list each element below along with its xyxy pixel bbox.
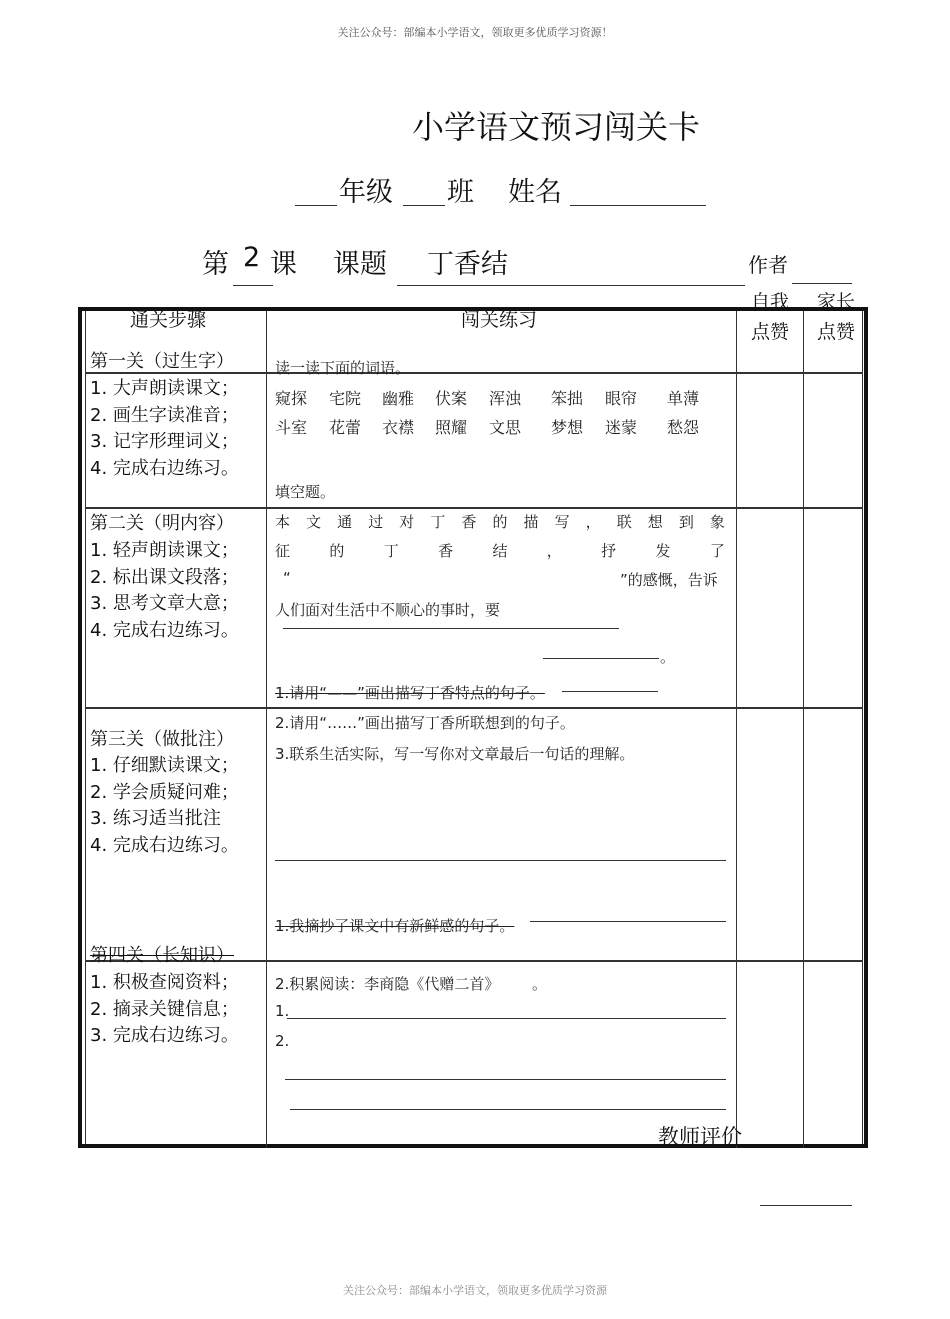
stage4-item-2: 2. [275, 1032, 290, 1050]
answer-blank-2 [543, 658, 659, 659]
author-label: 作者 [748, 253, 788, 277]
word: 照耀 [435, 418, 468, 437]
word: 梦想 [551, 418, 584, 437]
col-divider-1 [266, 311, 267, 1148]
word: 迷蒙 [605, 418, 638, 437]
stage1-step: 4. 完成右边练习。 [90, 457, 239, 479]
stage1-fill: 填空题。 [275, 483, 336, 501]
grade-label: 年级 [339, 177, 393, 208]
item2-answer-line [285, 1079, 726, 1080]
word: 宅院 [329, 389, 362, 408]
author-underline [792, 283, 852, 284]
item1-answer-line [287, 1018, 726, 1019]
stage1-steps [90, 376, 239, 482]
q4-answer-line [530, 921, 726, 922]
row-divider-2 [85, 507, 863, 509]
stage1-step: 2. 画生字读准音； [90, 404, 239, 426]
topic-label: 课题 [333, 249, 387, 280]
class-blank [403, 205, 445, 206]
col-divider-3 [803, 311, 804, 1148]
lesson-num-underline [233, 285, 273, 286]
page-title: 小学语文预习闯关卡 [412, 108, 701, 146]
header-note: 关注公众号：部编本小学语文，领取更多优质学习资源！ [337, 26, 613, 39]
word: 单薄 [667, 389, 700, 408]
lesson-num: 2 [243, 242, 261, 273]
stage4-item-1: 1. [275, 1002, 290, 1020]
stage2-q1: 1.请用“——”画出描写丁香特点的句子。 [275, 684, 545, 702]
stage3-q3: 3.联系生活实际，写一写你对文章最后一句话的理解。 [275, 745, 635, 763]
stage4-title: 第四关（长知识） [90, 945, 234, 966]
stage3-step: 1. 仔细默读课文； [90, 755, 239, 776]
name-blank [570, 205, 706, 206]
stage1-step: 1. 大声朗读课文； [90, 378, 239, 399]
word: 愁怨 [667, 418, 700, 437]
stage2-para-line2: 征 的 丁 香 结 ， 抒 发 了 [275, 542, 725, 560]
class-label: 班 [447, 177, 474, 208]
stage4-step: 2. 摘录关键信息； [90, 998, 239, 1020]
stage4-reading: 2.积累阅读：李商隐《代赠二首》 [275, 975, 500, 993]
quote-open: “ [283, 569, 291, 587]
stage2-step: 1. 轻声朗读课文； [90, 540, 239, 561]
stage3-q4: 1.我摘抄了课文中有新鲜感的句子。 [275, 917, 515, 935]
stage3-q2: 2.请用“……”画出描写丁香所联想到的句子。 [275, 714, 575, 732]
stage1-step: 3. 记字形理词义； [90, 431, 239, 452]
stage1-instruction: 读一读下面的词语。 [275, 359, 411, 377]
word: 斗室 [275, 418, 308, 437]
q3-answer-line [275, 860, 726, 861]
col-divider-2 [736, 311, 737, 1148]
stage3-step: 2. 学会质疑问难； [90, 781, 239, 803]
topic-underline [397, 285, 745, 286]
stage3-steps [90, 753, 239, 859]
stage4-step: 3. 完成右边练习。 [90, 1025, 239, 1046]
stage4-steps [90, 970, 239, 1050]
stage2-period: 。 [660, 648, 676, 666]
word: 花蕾 [329, 418, 362, 437]
answer-blank-1 [283, 628, 619, 629]
stage4-step: 1. 积极查阅资料； [90, 972, 239, 993]
row-divider-3 [85, 707, 863, 709]
word: 浑浊 [489, 389, 522, 408]
stage3-step: 3. 练习适当批注 [90, 808, 221, 829]
word: 眼帘 [605, 389, 638, 408]
inner-frame-left [85, 311, 86, 1144]
name-label: 姓名 [508, 177, 562, 208]
teacher-eval: 教师评价 [658, 1125, 742, 1149]
stage2-title: 第二关（明内容） [90, 513, 234, 534]
col-header-self-2: 点赞 [751, 321, 790, 343]
word: 窥探 [275, 389, 308, 408]
stage4-reading-end: 。 [532, 975, 548, 993]
word: 幽雅 [382, 389, 415, 408]
stage3-step: 4. 完成右边练习。 [90, 834, 239, 856]
col-header-steps: 通关步骤 [130, 309, 207, 331]
stage1-title: 第一关（过生字） [90, 351, 234, 372]
item3-answer-line [290, 1109, 726, 1110]
col-header-parent-1: 家长 [817, 291, 856, 313]
stage2-para-line3: ”的感慨，告诉 [620, 571, 718, 589]
stage2-para-line4: 人们面对生活中不顺心的事时，要 [275, 601, 501, 619]
footer-note: 关注公众号：部编本小学语文，领取更多优质学习资源 [343, 1284, 607, 1297]
col-header-self-1: 自我 [751, 291, 790, 313]
stage2-step: 2. 标出课文段落； [90, 566, 239, 588]
stage2-step: 3. 思考文章大意； [90, 593, 239, 614]
inner-frame-right [862, 311, 863, 1144]
teacher-eval-blank [760, 1205, 852, 1206]
stage2-steps [90, 538, 239, 644]
lesson-topic: 丁香结 [427, 249, 508, 280]
stage2-step: 4. 完成右边练习。 [90, 619, 239, 641]
word: 文思 [489, 418, 522, 437]
q1-answer-line [562, 691, 658, 692]
col-header-parent-2: 点赞 [817, 321, 856, 343]
word: 衣襟 [382, 418, 415, 437]
stage2-para-line1: 本 文 通 过 对 丁 香 的 描 写 ， 联 想 到 象 [275, 513, 725, 531]
col-header-practice: 闯关练习 [461, 309, 538, 331]
lesson-num-label: 第 [202, 249, 229, 280]
stage3-title: 第三关（做批注） [90, 729, 234, 750]
word: 笨拙 [551, 389, 584, 408]
lesson-unit: 课 [270, 249, 297, 280]
grade-blank [295, 205, 337, 206]
word: 伏案 [435, 389, 468, 408]
